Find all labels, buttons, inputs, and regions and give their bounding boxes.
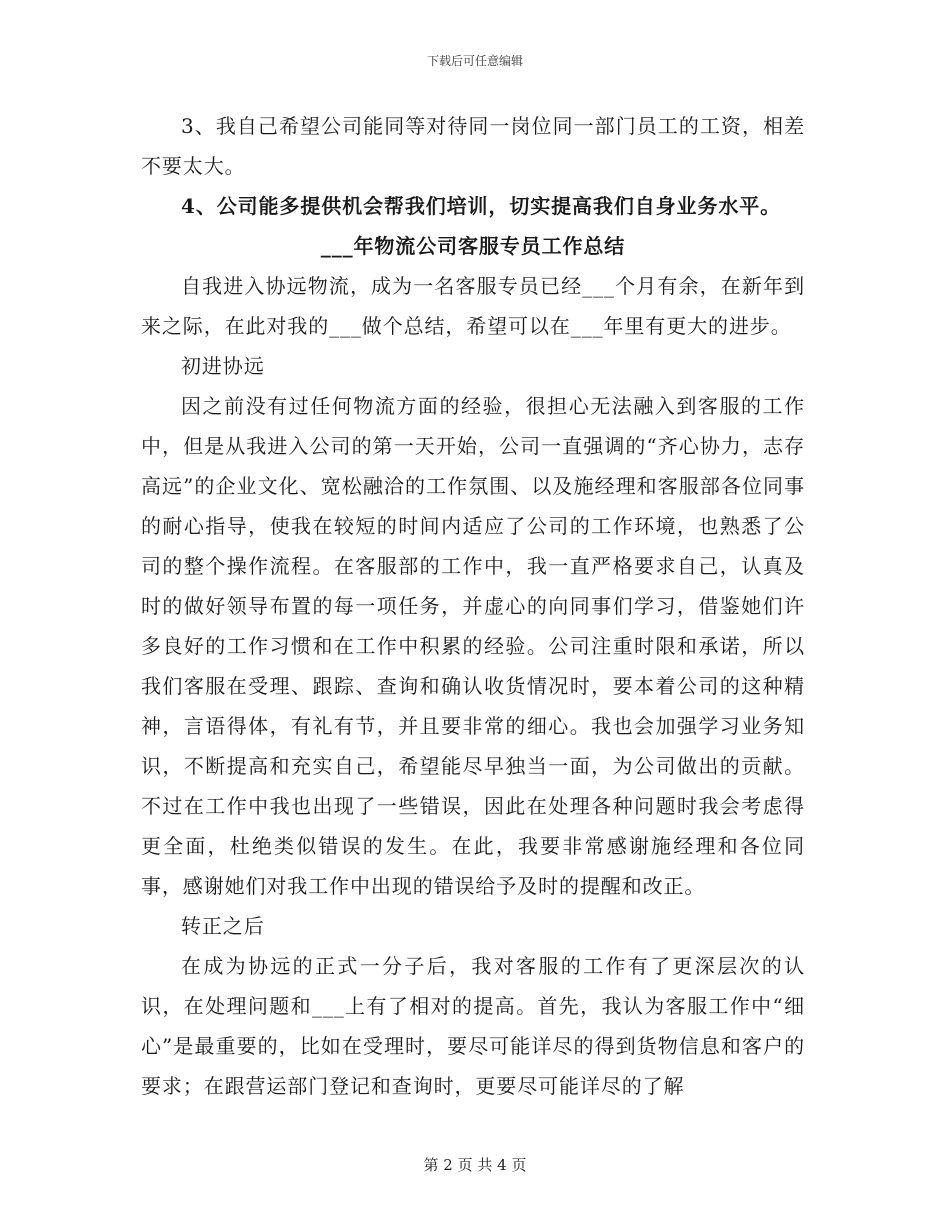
- paragraph-intro: 自我进入协远物流，成为一名客服专员已经___个月有余，在新年到来之际，在此对我的___做个总结，希望可以在___年里有更大的进步。: [141, 274, 805, 338]
- paragraph-item-4: 4、公司能多提供机会帮我们培训，切实提高我们自身业务水平。: [181, 194, 782, 218]
- paragraph-item-3: 3、我自己希望公司能同等对待同一岗位同一部门员工的工资，相差不要太大。: [141, 114, 805, 178]
- document-body: [141, 106, 805, 1106]
- paragraph-after-regularization: 在成为协远的正式一分子后，我对客服的工作有了更深层次的认识，在处理问题和___上有了相对的提高。首先，我认为客服工作中“细心”是最重要的，比如在受理时，要尽可能详尽的得到货物信息和客户的要求；在跟营运部门登记和查询时，更要尽可能详尽的了解: [141, 954, 805, 1098]
- page-number: 第 2 页 共 4 页: [423, 1156, 527, 1174]
- paragraph-initial-experience: 因之前没有过任何物流方面的经验，很担心无法融入到客服的工作中，但是从我进入公司的第一天开始，公司一直强调的“齐心协力，志存高远”的企业文化、宽松融洽的工作氛围、以及施经理和客服部各位同事的耐心指导，使我在较短的时间内适应了公司的工作环境，也熟悉了公司的整个操作流程。在客服部的工作中，我一直严格要求自己，认真及时的做好领导布置的每一项任务，并虚心的向同事们学习，借鉴她们许多良好的工作习惯和在工作中积累的经验。公司注重时限和承诺，所以我们客服在受理、跟踪、查询和确认收货情况时，要本着公司的这种精神，言语得体，有礼有节，并且要非常的细心。我也会加强学习业务知识，不断提高和充实自己，希望能尽早独当一面，为公司做出的贡献。不过在工作中我也出现了一些错误，因此在处理各种问题时我会考虑得更全面，杜绝类似错误的发生。在此，我要非常感谢施经理和各位同事，感谢她们对我工作中出现的错误给予及时的提醒和改正。: [141, 394, 805, 898]
- section-heading-after-regularization: 转正之后: [181, 914, 265, 938]
- document-title: ___年物流公司客服专员工作总结: [320, 234, 626, 258]
- section-heading-initial: 初进协远: [181, 354, 265, 378]
- page-header: 下载后可任意编辑: [426, 54, 523, 68]
